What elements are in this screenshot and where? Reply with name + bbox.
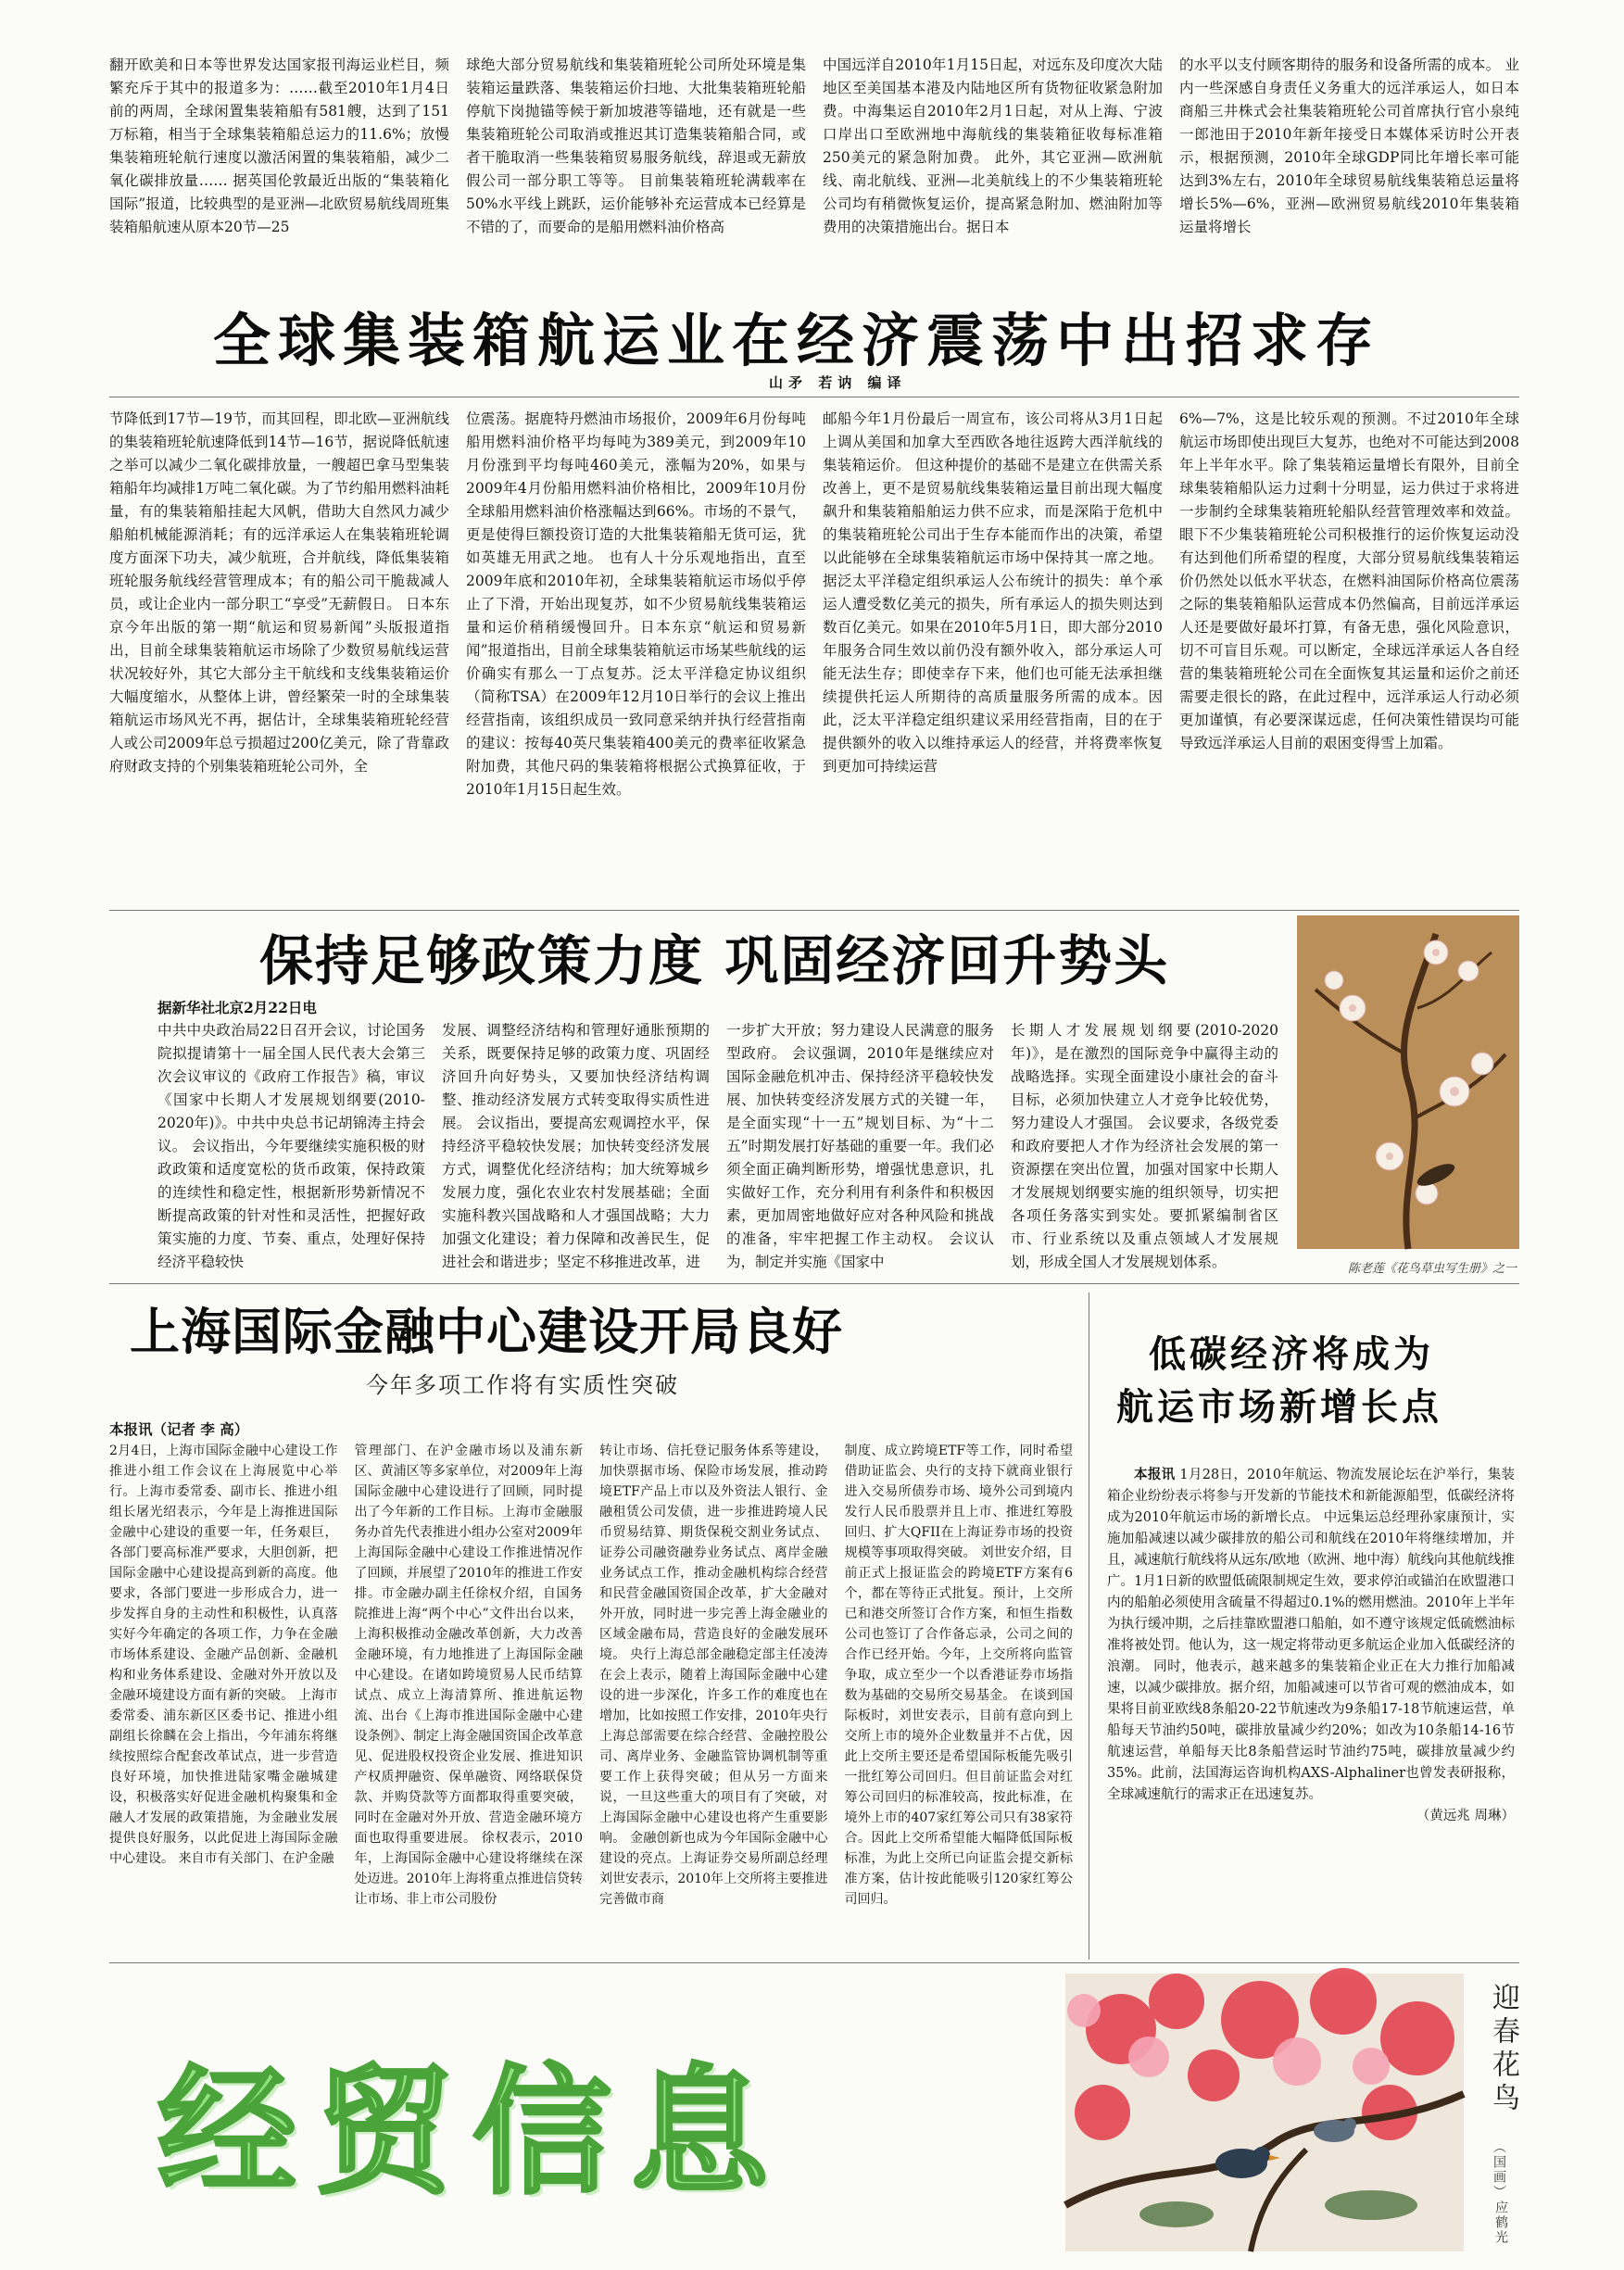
middle-bottom-rule — [109, 1962, 1519, 1963]
lowcarbon-column — [1107, 1464, 1515, 1946]
policy-column-4: 长期人才发展规划纲要(2010-2020年)》，是在激烈的国际竞争中赢得主动的战略选择。实现全面建设小康社会的奋斗目标，必须加快建立人才竞争比较优势，努力建设人才强国。 会议要求，各级党委和政府要把人才作为经济社会发展的第一资源摆在突出位置，加强对国家中长期人才发展规划纲要实施的组织领导，切实把各项任务落实到实处。要抓紧编制省区市、行业系统以及重点领域人才发展规划，形成全国人才发展规划体系。 — [1011, 1022, 1278, 1270]
lowcarbon-dateline: 本报讯 — [1134, 1467, 1176, 1482]
policy-column-2: 发展、调整经济结构和管理好通胀预期的关系，既要保持足够的政策力度、巩固经济回升向好势头，又要加快经济结构调整、推动经济发展方式转变取得实质性进展。 会议指出，要提高宏观调控水平，保持经济平稳较快发展；加快转变经济发展方式，调整优化经济结构；加大统筹城乡发展力度，强化农业农村发展基础；全面实施科教兴国战略和人才强国战略；大力加强文化建设；着力保障和改善民生，促进社会和谐进步；坚定不移推进改革，进 — [442, 1022, 710, 1270]
feature-column-4: 6%—7%，这是比较乐观的预测。不过2010年全球航运市场即使出现巨大复苏，也绝对不可能达到2008年上半年水平。除了集装箱运量增长有限外，目前全球集装箱船队运力过剩十分明显，运力供过于求将进一步制约全球集装箱班轮船队经营管理效率和效益。眼下不少集装箱班轮公司积极推行的运价恢复运动没有达到他们所希望的程度，大部分贸易航线集装箱运价仍然处以低水平状态，在燃料油国际价格高位震荡之际的集装箱船队运营成本仍然偏高，目前远洋承运人还是要做好最坏打算，有备无患，强化风险意识，切不可盲目乐观。可以断定，全球远洋承运人各自经营的集装箱班轮公司在全面恢复其运量和运价之前还需要走很长的路，在此过程中，远洋承运人行动必须更加谨慎，有必要深谋远虑，任何决策性错误均可能导致远洋承运人目前的艰困变得雪上加霜。 — [1179, 410, 1519, 751]
policy-headline: 保持足够政策力度 巩固经济回升势头 — [259, 929, 1170, 992]
top-article-column-4: 的水平以支付顾客期待的服务和设备所需的成本。 业内一些深感自身责任义务重大的远洋承运人，如日本商船三井株式会社集装箱班轮公司首席执行官小泉纯一郎池田于2010年新年接受日本媒体采访时公开表示，根据预测，2010年全球GDP同比年增长率可能达到3%左右，2010年全球贸易航线集装箱总运量将增长5%—6%，亚洲—欧洲贸易航线2010年集装箱运量将增长 — [1179, 57, 1519, 235]
policy-column-3: 一步扩大开放；努力建设人民满意的服务型政府。 会议强调，2010年是继续应对国际金融危机冲击、保持经济平稳较快发展、加快转变经济发展方式的关键一年，是全面实现“十一五”规划目标、为“十二五”时期发展打好基础的重要一年。我们必须全面正确判断形势，增强忧患意识，扎实做好工作，充分利用有利条件和积极因素，更加周密地做好应对各种风险和挑战的准备，牢牢把握工作主动权。 会议认为，制定并实施《国家中 — [726, 1022, 994, 1270]
flower-painting-caption: 陈老莲《花鸟草虫写生册》之一 — [1348, 1262, 1517, 1276]
lowcarbon-article-body — [1107, 1464, 1515, 1946]
top-article-column-3: 中国远洋自2010年1月15日起，对远东及印度次大陆地区至美国基本港及内陆地区所有货物征收紧急附加费。中海集运自2010年2月1日起，对从上海、宁波口岸出口至欧洲地中海航线的集装箱征收每标准箱250美元的紧急附加费。 此外，其它亚洲—欧洲航线、南北航线、亚洲—北美航线上的不少集装箱班轮公司均有稍微恢复运价，提高紧急附加、燃油附加等费用的决策措施出台。据日本 — [823, 57, 1163, 235]
feature-article-body — [109, 408, 1519, 906]
feature-bottom-rule — [109, 910, 1519, 911]
lowcarbon-headline-line1: 低碳经济将成为 — [1149, 1332, 1434, 1376]
policy-bottom-rule — [109, 1283, 1519, 1284]
shanghai-column-2: 管理部门、在沪金融市场以及浦东新区、黄浦区等多家单位，对2009年上海国际金融中心建设进行了回顾，同时提出了今年新的工作目标。上海市金融服务办首先代表推进小组办公室对2009年上海国际金融中心建设工作推进情况作了回顾，并展望了2010年的推进工作安排。市金融办副主任徐权介绍，自国务院推进上海“两个中心”文件出台以来，上海积极推动金融改革创新，大力改善金融环境，有力地推进了上海国际金融中心建设。在诸如跨境贸易人民币结算试点、成立上海清算所、推进航运物流、出台《上海市推进国际金融中心建设条例》、制定上海金融国资国企改革意见、促进股权投资企业发展、推进知识产权质押融资、保单融资、网络联保贷款、并购贷款等方面都取得重要突破，同时在金融对外开放、营造金融环境方面也取得重要进展。 徐权表示，2010年，上海国际金融中心建设将继续在深处迈进。2010年上海将重点推进信贷转让市场、非上市公司股份 — [354, 1444, 583, 1907]
spring-painting-art — [1065, 1974, 1464, 2251]
shanghai-subhead: 今年多项工作将有实质性突破 — [366, 1372, 679, 1398]
top-article — [109, 54, 1519, 285]
policy-dateline: 据新华社北京2月22日电 — [157, 999, 317, 1016]
section-title: 经贸信息 — [157, 2052, 788, 2213]
top-article-column-2: 球绝大部分贸易航线和集装箱班轮公司所处环境是集装箱运量跌落、集装箱运价扫地、大批集装箱班轮船停航下岗抛锚等候于新加坡港等锚地，还有就是一些集装箱班轮公司取消或推迟其订造集装箱船合同，或者干脆取消一些集装箱贸易服务航线，辞退或无薪放假公司一部分职工等等。 目前集装箱班轮满载率在50%水平线上跳跃，运价能够补充运营成本已经算是不错的了，而要命的是船用燃料油价格高 — [466, 57, 806, 235]
spring-painting-title: 迎春花鸟 — [1487, 1983, 1519, 2116]
shanghai-article-body — [109, 1418, 1073, 1946]
shanghai-column-4: 制度、成立跨境ETF等工作，同时希望借助证监会、央行的支持下就商业银行进入交易所债券市场、境外公司到境内发行人民币股票并且上市、推进红筹股回归、扩大QFII在上海证券市场的投资规模等事项取得突破。 刘世安介绍，目前正式上报证监会的跨境ETF方案有6个，都在等待正式批复。预计，上交所已和港交所签订合作方案，和恒生指数公司也签订了合作备忘录，公司之间的合作已经开始。今年，上交所将向监管争取，成立至少一个以香港证券市场指数为基础的交易所交易基金。 在谈到国际板时，刘世安表示，目前有意向到上交所上市的境外企业数量并不占优，因此上交所主要还是希望国际板能先吸引一批红筹公司回归。但目前证监会对红筹公司回归的标准较高，按此标准，在境外上市的407家红筹公司只有38家符合。因此上交所希望能大幅降低国际板标准，为此上交所已向证监会提交新标准方案，估计按此能吸引120家红筹公司回归。 — [844, 1444, 1073, 1907]
top-article-column-1: 翻开欧美和日本等世界发达国家报刊海运业栏目，频繁充斥于其中的报道多为：……截至2010年1月4日前的两周，全球闲置集装箱船有581艘，达到了151万标箱，相当于全球集装箱船总运力的11.6%；放慢集装箱班轮航行速度以激活闲置的集装箱船，减少二氧化碳排放量…… 据英国伦敦最近出版的“集装箱化国际”报道，比较典型的是亚洲—北欧贸易航线周班集装箱船航速从原本20节—25 — [109, 57, 449, 235]
shanghai-column-3: 转让市场、信托登记服务体系等建设，加快票据市场、保险市场发展，推动跨境ETF产品上市以及外资法人银行、金融租赁公司发债，进一步推进跨境人民币贸易结算、期货保税交割业务试点、证券公司融资融券业务试点、离岸金融业务试点工作，推动金融机构综合经营和民营金融国资国企改革，扩大金融对外开放，同时进一步完善上海金融业的区域金融布局，营造良好的金融发展环境。 央行上海总部金融稳定部主任凌涛在会上表示，随着上海国际金融中心建设的进一步深化，许多工作的难度也在增加，比如按照工作安排，2010年央行上海总部需要在综合经营、金融控股公司、离岸业务、金融监管协调机制等重要工作上获得突破；但从另一方面来说，一旦这些重大的项目有了突破，对上海国际金融中心建设也将产生重要影响。 金融创新也成为今年国际金融中心建设的亮点。上海证券交易所副总经理刘世安表示，2010年上交所将主要推进完善做市商 — [599, 1444, 828, 1907]
spring-painting-artist: 应鹤光 — [1493, 2201, 1508, 2245]
lowcarbon-headline-line2: 航运市场新增长点 — [1116, 1385, 1442, 1429]
flower-painting-art — [1297, 915, 1519, 1249]
shanghai-headline: 上海国际金融中心建设开局良好 — [130, 1303, 843, 1361]
feature-column-1: 节降低到17节—19节，而其回程，即北欧—亚洲航线的集装箱班轮航速降低到14节—16节，据说降低航速之举可以减少二氧化碳排放量，一艘超巴拿马型集装箱船年均减排1万吨二氧化碳。为了节约船用燃料油耗量，有的集装箱船挂起大风帆，借助大自然风力减少船舶机械能源消耗；有的远洋承运人在集装箱班轮调度方面深下功夫，减少航班，合并航线，降低集装箱班轮服务航线经营管理成本；有的船公司干脆裁减人员，或让企业内一部分职工“享受”无薪假日。 日本东京今年出版的第一期“航运和贸易新闻”头版报道指出，目前全球集装箱航运市场除了少数贸易航线运营状况较好外，其它大部分主干航线和支线集装箱运价大幅度缩水，从整体上讲，曾经繁荣一时的全球集装箱航运市场风光不再，据估计，全球集装箱班轮经营人或公司2009年总亏损超过200亿美元，除了背靠政府财政支持的个别集装箱班轮公司外，全 — [109, 410, 449, 775]
policy-column-1: 中共中央政治局22日召开会议，讨论国务院拟提请第十一届全国人民代表大会第三次会议审议的《政府工作报告》稿，审议《国家中长期人才发展规划纲要(2010-2020年)》。中共中央总书记胡锦涛主持会议。 会议指出，今年要继续实施积极的财政政策和适度宽松的货币政策，保持政策的连续性和稳定性，根据新形势新情况不断提高政策的针对性和灵活性，把握好政策实施的力度、节奏、重点，处理好保持经济平稳较快 — [157, 1022, 425, 1270]
feature-headline: 全球集装箱航运业在经济震荡中出招求存 — [213, 307, 1381, 374]
spring-painting-type: （国画） — [1492, 2140, 1506, 2200]
policy-article-body — [157, 996, 1278, 1274]
spring-painting — [1065, 1974, 1464, 2251]
lowcarbon-signature: （黄远兆 周琳） — [1416, 1809, 1515, 1823]
lowcarbon-body-text: 1月28日，2010年航运、物流发展论坛在沪举行，集装箱企业纷纷表示将参与开发新的节能技术和新能源船型，低碳经济将成为2010年航运市场的新增长点。 中远集运总经理孙家康预计，实施加船减速以减少碳排放的船公司和航线在2010年将继续增加，并且，减速航行航线将从远东/欧地（欧洲、地中海）航线向其他航线推广。1月1日新的欧盟低硫限制规定生效，要求停泊或锚泊在欧盟港口内的船舶必须使用含硫量不得超过0.1%的燃用燃油。2010年上半年为执行缓冲期，之后挂靠欧盟港口船舶，如不遵守该规定低硫燃油标准将被处罚。他认为，这一规定将带动更多航运企业加入低碳经济的浪潮。 同时，他表示，越来越多的集装箱企业正在大力推行加船减速，以减少碳排放。据介绍，加船减速可以节省可观的燃油成本，如果将目前亚欧线8条船20-22节航速改为9条船17-18节航速运营，单船每天节油约50吨，碳排放量减少约20%；如改为10条船14-16节航速运营，单船每天比8条船营运时节油约75吨，碳排放量减少约35%。此前，法国海运咨询机构AXS-Alphaliner也曾发表研报称，全球减速航行的需求正在迅速复苏。 — [1107, 1468, 1516, 1802]
feature-byline: 山矛 若讷 编译 — [769, 374, 907, 391]
feature-column-2: 位震荡。据鹿特丹燃油市场报价，2009年6月份每吨船用燃料油价格平均每吨为389美元，到2009年10月份涨到平均每吨460美元，涨幅为20%，如果与2009年4月份船用燃料油价格相比，2009年10月份全球船用燃料油价格涨幅达到66%。市场的不景气，更是使得巨额投资订造的大批集装箱船无货可运，犹如英雄无用武之地。 也有人十分乐观地指出，直至2009年底和2010年初，全球集装箱航运市场似乎停止了下滑，开始出现复苏，如不少贸易航线集装箱运量和运价稍稍缓慢回升。日本东京“航运和贸易新闻”报道指出，目前全球集装箱航运市场某些航线的运价确实有那么一丁点复苏。泛太平洋稳定协议组织（简称TSA）在2009年12月10日举行的会议上推出经营指南，该组织成员一致同意采纳并执行经营指南的建议：按每40英尺集装箱400美元的费率征收紧急附加费，其他尺码的集装箱将根据公式换算征收，于2010年1月15日起生效。 — [466, 410, 806, 798]
shanghai-column-1: 2月4日，上海市国际金融中心建设工作推进小组工作会议在上海展览中心举行。上海市委常委、副市长、推进小组组长屠光绍表示，今年是上海推进国际金融中心建设的重要一年，任务艰巨，各部门要高标准严要求，大胆创新，把国际金融中心建设提高到新的高度。他要求，各部门要进一步形成合力，进一步发挥自身的主动性和积极性，认真落实好今年确定的各项工作，力争在金融市场体系建设、金融产品创新、金融机构和业务体系建设、金融对外开放以及金融环境建设方面有新的突破。 上海市委常委、浦东新区区委书记、推进小组副组长徐麟在会上指出，今年浦东将继续按照综合配套改革试点，进一步营造良好环境，加快推进陆家嘴金融城建设，积极落实好促进金融机构聚集和金融人才发展的政策措施，为金融业发展提供良好服务，以此促进上海国际金融中心建设。 来自市有关部门、在沪金融 — [109, 1444, 338, 1866]
shanghai-dateline: 本报讯（记者 李 高） — [109, 1420, 249, 1438]
flower-painting — [1297, 915, 1519, 1249]
feature-column-3: 邮船今年1月份最后一周宣布，该公司将从3月1日起上调从美国和加拿大至西欧各地往返跨大西洋航线的集装箱运价。 但这种提价的基础不是建立在供需关系改善上，更不是贸易航线集装箱运量目前出现大幅度飙升和集装箱船舶运力供不应求，而是深陷于危机中的集装箱班轮公司出于生存本能而作出的决策，希望以此能够在全球集装箱航运市场中保持其一席之地。据泛太平洋稳定组织承运人公布统计的损失：单个承运人遭受数亿美元的损失，所有承运人的损失则达到数百亿美元。如果在2010年5月1日，即大部分2010年服务合同生效以前仍没有额外收入，部分承运人可能无法生存；即使幸存下来，他们也可能无法承担继续提供托运人所期待的高质量服务所需的成本。因此，泛太平洋稳定组织建议采用经营指南，目的在于提供额外的收入以维持承运人的经营，并将费率恢复到更加可持续运营 — [823, 410, 1163, 775]
